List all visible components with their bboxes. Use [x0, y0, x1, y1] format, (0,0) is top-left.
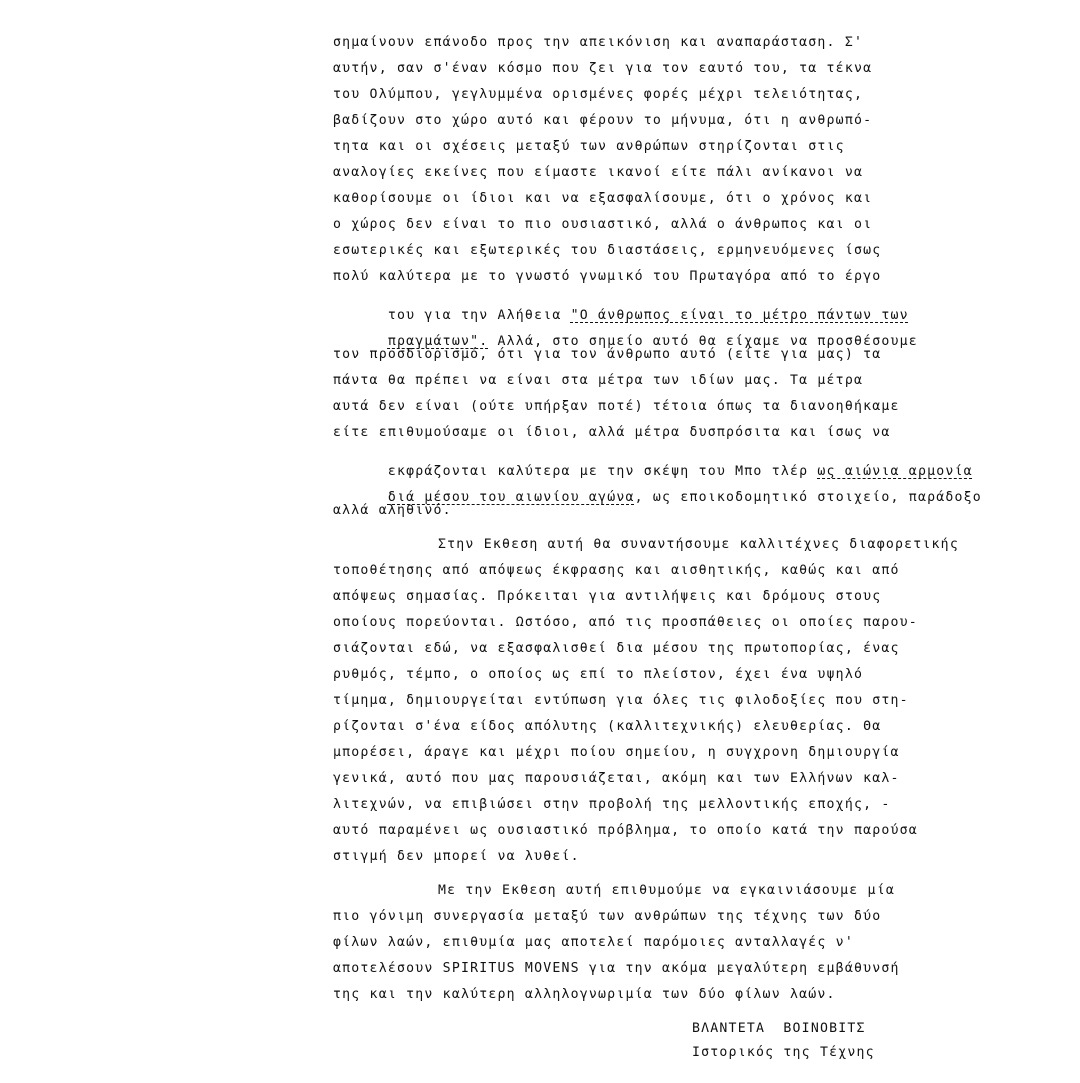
p1-line-17-pre: εκφράζονται καλύτερα με την σκέψη του Μπο τλέρ	[387, 464, 818, 480]
p2-line-9: μπορέσει, άραγε και μέχρι ποίου σημείου, η συγχρονη δημιουργία	[333, 745, 900, 760]
protagoras-quote-part-1: "Ο άνθρωπος είναι το μέτρο πάντων των	[570, 308, 909, 324]
p2-line-5: σιάζονται εδώ, να εξασφαλισθεί δια μέσου της πρωτοπορίας, ένας	[333, 641, 900, 656]
p1-line-14: πάντα θα πρέπει να είναι στα μέτρα των ιδίων μας. Τα μέτρα	[333, 373, 864, 388]
p2-line-6: ρυθμός, τέμπο, ο οποίος ως επί το πλείστον, έχει ένα υψηλό	[333, 667, 864, 682]
p3-line-5: της και την καλύτερη αλληλογνωριμία των δύο φίλων λαών.	[333, 987, 836, 1002]
p1-line-4: βαδίζουν στο χώρο αυτό και φέρουν το μήνυμα, ότι η ανθρωπό-	[333, 113, 873, 128]
p1-line-6: αναλογίες εκείνες που είμαστε ικανοί είτε πάλι ανίκανοι να	[333, 165, 864, 180]
p1-line-8: ο χώρος δεν είναι το πιο ουσιαστικό, αλλά ο άνθρωπος και οι	[333, 217, 873, 232]
p2-line-13: στιγμή δεν μπορεί να λυθεί.	[333, 849, 580, 864]
p1-line-7: καθορίσουμε οι ίδιοι και να εξασφαλίσουμε, ότι ο χρόνος και	[333, 191, 873, 206]
p1-line-16: είτε επιθυμούσαμε οι ίδιοι, αλλά μέτρα δυσπρόσιτα και ίσως να	[333, 425, 891, 440]
p2-line-12: αυτό παραμένει ως ουσιαστικό πρόβλημα, το οποίο κατά την παρούσα	[333, 823, 918, 838]
p2-line-1: Στην Εκθεση αυτή θα συναντήσουμε καλλιτέχνες διαφορετικής	[438, 537, 959, 552]
p2-line-10: γενικά, αυτό που μας παρουσιάζεται, ακόμη και των Ελλήνων καλ-	[333, 771, 900, 786]
p1-line-15: αυτά δεν είναι (ούτε υπήρξαν ποτέ) τέτοια όπως τα διανοηθήκαμε	[333, 399, 900, 414]
p2-line-4: οποίους πορεύονται. Ωστόσο, από τις προσπάθειες οι οποίες παρου-	[333, 615, 918, 630]
p1-line-2: αυτήν, σαν σ'έναν κόσμο που ζει για τον εαυτό του, τα τέκνα	[333, 61, 873, 76]
p1-line-13: τον προσδιορισμό, ότι για τον άνθρωπο αυτό (είτε για μας) τα	[333, 347, 882, 362]
p1-line-12-post: Αλλά, στο σημείο αυτό θα είχαμε να προσθέσουμε	[488, 334, 918, 350]
p1-line-9: εσωτερικές και εξωτερικές του διαστάσεις, ερμηνευόμενες ίσως	[333, 243, 882, 258]
p2-line-8: ρίζονται σ'ένα είδος απόλυτης (καλλιτεχνικής) ελευθερίας. Θα	[333, 719, 882, 734]
p3-line-1: Με την Εκθεση αυτή επιθυμούμε να εγκαινιάσουμε μία	[438, 883, 895, 898]
p1-line-5: τητα και οι σχέσεις μεταξύ των ανθρώπων στηρίζονται στις	[333, 139, 845, 154]
baudelaire-quote-part-2: διά μέσου του αιωνίου αγώνα	[387, 490, 635, 506]
baudelaire-quote-part-1: ως αιώνια αρμονία	[817, 464, 973, 480]
p1-line-18-post: , ως εποικοδομητικό στοιχείο, παράδοξο	[634, 490, 982, 506]
p3-line-2: πιο γόνιμη συνεργασία μεταξύ των ανθρώπων της τέχνης των δύο	[333, 909, 882, 924]
p1-line-3: του Ολύμπου, γεγλυμμένα ορισμένες φορές μέχρι τελειότητας,	[333, 87, 864, 102]
p3-line-3: φίλων λαών, επιθυμία μας αποτελεί παρόμοιες ανταλλαγές ν'	[333, 935, 854, 950]
p2-line-3: απόψεως σημασίας. Πρόκειται για αντιλήψεις και δρόμους στους	[333, 589, 882, 604]
p2-line-2: τοποθέτησης από απόψεως έκφρασης και αισθητικής, καθώς και από	[333, 563, 900, 578]
p2-line-7: τίμημα, δημιουργείται εντύπωση για όλες τις φιλοδοξίες που στη-	[333, 693, 909, 708]
p1-line-10: πολύ καλύτερα με το γνωστό γνωμικό του Πρωταγόρα από το έργο	[333, 269, 882, 284]
signature-title: Ιστορικός της Τέχνης	[692, 1045, 875, 1060]
protagoras-quote-part-2: πραγμάτων".	[387, 334, 489, 350]
p1-line-1: σημαίνουν επάνοδο προς την απεικόνιση και αναπαράσταση. Σ'	[333, 35, 864, 50]
p3-line-4: αποτελέσουν SPIRITUS MOVENS για την ακόμα μεγαλύτερη εμβάθυνσή	[333, 961, 900, 976]
p1-line-19: αλλά αληθινό.	[333, 503, 452, 518]
signature-name: ΒΛΑΝΤΕΤΑ ΒΟΙΝΟΒΙΤΣ	[692, 1021, 866, 1036]
p1-line-11-pre: του για την Αλήθεια	[387, 308, 571, 324]
p2-line-11: λιτεχνών, να επιβιώσει στην προβολή της μελλοντικής εποχής, -	[333, 797, 891, 812]
